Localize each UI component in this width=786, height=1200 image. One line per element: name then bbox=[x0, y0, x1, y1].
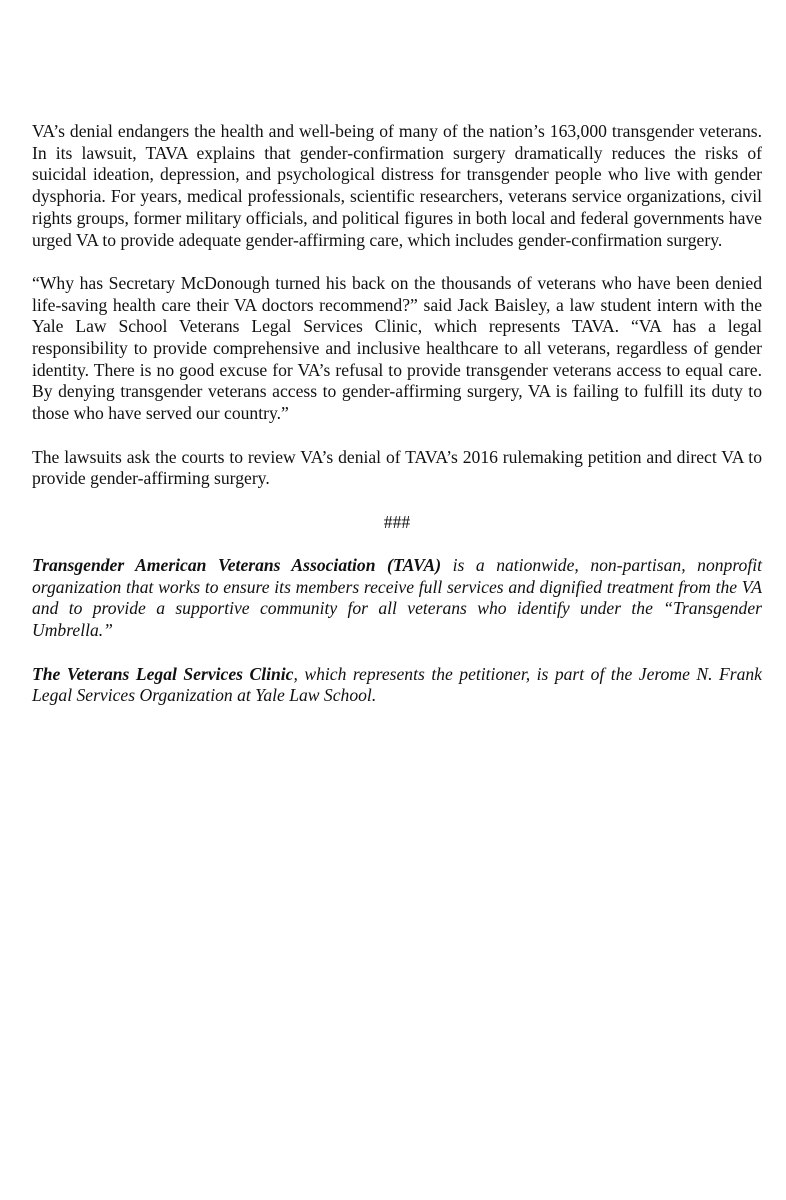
paragraph-quote: “Why has Secretary McDonough turned his back on the thousands of veterans who have been denied life-saving health care their VA doctors recommend?” said Jack Baisley, a law student intern with the Yale Law School Veterans Legal Services Clinic, which represents TAVA. “VA has a legal responsibility to provide comprehensive and inclusive healthcare to all veterans, regardless of gender identity. There is no good excuse for VA’s refusal to provide transgender veterans access to equal care. By denying transgender veterans access to gender-affirming surgery, VA is failing to fulfill its duty to those who have served our country.” bbox=[32, 272, 762, 424]
about-clinic-name: The Veterans Legal Services Clinic bbox=[32, 663, 294, 684]
about-clinic-text: , which represents the petitioner, is part of the Jerome N. Frank Legal Services Organization at Yale Law School. bbox=[32, 663, 762, 706]
about-clinic bbox=[32, 664, 762, 707]
section-separator: ### bbox=[383, 511, 411, 532]
document-page bbox=[32, 121, 762, 729]
paragraph-lawsuits: The lawsuits ask the courts to review VA’s denial of TAVA’s 2016 rulemaking petition and direct VA to provide gender-affirming surgery. bbox=[32, 446, 762, 489]
paragraph-va-denial: VA’s denial endangers the health and well-being of many of the nation’s 163,000 transgender veterans. In its lawsuit, TAVA explains that gender-confirmation surgery dramatically reduces the risks of suicidal ideation, depression, and psychological distress for transgender people who live with gender dysphoria. For years, medical professionals, scientific researchers, veterans service organizations, civil rights groups, former military officials, and political figures in both local and federal governments have urged VA to provide adequate gender-affirming care, which includes gender-confirmation surgery. bbox=[32, 121, 762, 250]
about-tava-name: Transgender American Veterans Association (TAVA) bbox=[32, 555, 442, 575]
about-tava bbox=[32, 555, 762, 642]
about-tava-text: is a nationwide, non-partisan, nonprofit organization that works to ensure its members receive full services and dignified treatment from the VA and to provide a supportive community for all veterans who identify under the “Transgender Umbrella.” bbox=[32, 555, 762, 641]
